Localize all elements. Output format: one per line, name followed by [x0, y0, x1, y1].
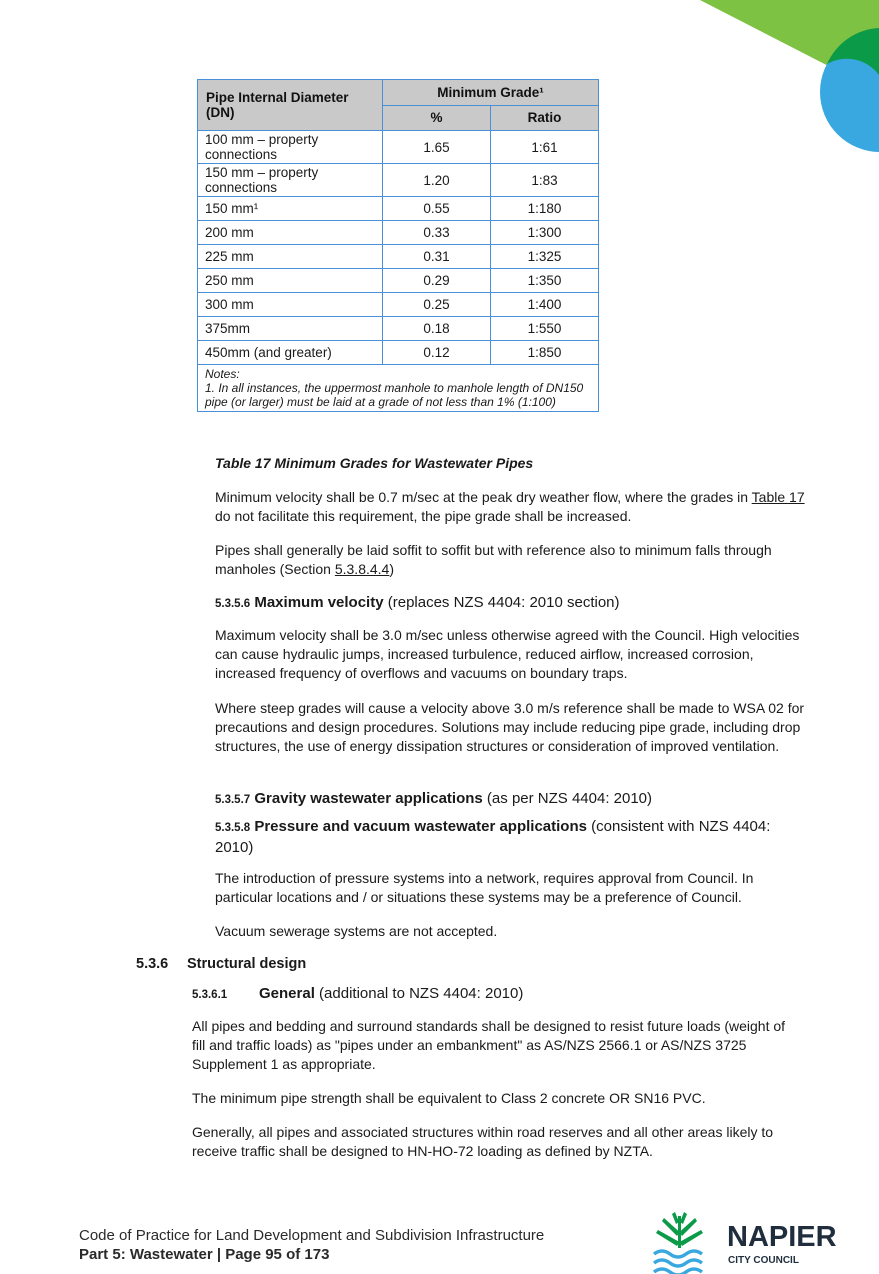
- cell-percent: 0.33: [383, 221, 491, 245]
- cell-ratio: 1:325: [491, 245, 599, 269]
- header-percent: %: [383, 105, 491, 131]
- heading-title: Gravity wastewater applications: [254, 790, 483, 807]
- paragraph-bedding: All pipes and bedding and surround standards shall be designed to resist future loads (weight of fill and traffic loads) as "pipes under an embankment" as AS/NZS 2566.1 or AS/NZS 3725 Supplement 1 as appropriate.: [192, 1018, 786, 1072]
- heading-title: Pressure and vacuum wastewater applications: [254, 818, 587, 835]
- heading-number: 5.3.5.7: [215, 794, 251, 806]
- table-17-link[interactable]: Table 17: [751, 489, 805, 505]
- text-segment: ): [389, 561, 395, 577]
- cell-dn: 250 mm: [198, 269, 383, 293]
- paragraph-vacuum: Vacuum sewerage systems are not accepted.: [215, 923, 498, 939]
- heading-number: 5.3.6.1: [192, 989, 228, 1001]
- heading-note: (as per NZS 4404: 2010): [482, 790, 653, 807]
- cell-dn: 450mm (and greater): [198, 341, 383, 365]
- cell-ratio: 1:850: [491, 341, 599, 365]
- minimum-grades-table: [197, 79, 599, 412]
- section-5-3-8-4-4-link[interactable]: 5.3.8.4.4: [334, 561, 390, 577]
- cell-percent: 1.65: [383, 131, 491, 164]
- heading-note: (replaces NZS 4404: 2010 section): [383, 594, 620, 611]
- cell-dn: 150 mm¹: [198, 197, 383, 221]
- table-row: [198, 131, 599, 164]
- table-row: [198, 221, 599, 245]
- cell-dn: 200 mm: [198, 221, 383, 245]
- cell-ratio: 1:180: [491, 197, 599, 221]
- table-row: [198, 269, 599, 293]
- footer-title: Code of Practice for Land Development and Subdivision Infrastructure: [79, 1227, 545, 1244]
- table-row: [198, 197, 599, 221]
- cell-ratio: 1:83: [491, 164, 599, 197]
- heading-number: 5.3.6: [136, 956, 169, 972]
- notes-text: 1. In all instances, the uppermost manhole to manhole length of DN150 pipe (or larger) must be laid at a grade of not less than 1% (1:100): [205, 381, 584, 409]
- heading-title: Maximum velocity: [254, 594, 384, 611]
- table-row: [198, 317, 599, 341]
- heading-5-3-5-7: [215, 789, 652, 810]
- heading-title: General: [259, 985, 315, 1002]
- cell-percent: 0.29: [383, 269, 491, 293]
- heading-note: (additional to NZS 4404: 2010): [314, 985, 524, 1002]
- cell-ratio: 1:550: [491, 317, 599, 341]
- cell-percent: 0.18: [383, 317, 491, 341]
- heading-5-3-6: [136, 956, 306, 972]
- cell-dn: 100 mm – property connections: [198, 131, 383, 164]
- table-row: [198, 245, 599, 269]
- footer-page-info: Part 5: Wastewater | Page 95 of 173: [79, 1246, 330, 1263]
- cell-percent: 0.55: [383, 197, 491, 221]
- heading-note: (consistent with NZS 4404: 2010): [215, 818, 771, 856]
- cell-ratio: 1:350: [491, 269, 599, 293]
- paragraph-min-velocity: [215, 488, 815, 526]
- heading-5-3-6-1: [192, 984, 523, 1005]
- table-row: [198, 341, 599, 365]
- paragraph-traffic-loading: Generally, all pipes and associated structures within road reserves and all other areas likely to receive traffic shall be designed to HN-HO-72 loading as defined by NZTA.: [192, 1124, 774, 1159]
- text-segment: do not facilitate this requirement, the pipe grade shall be increased.: [215, 508, 632, 524]
- heading-5-3-5-6: [215, 593, 620, 614]
- heading-number: 5.3.5.8: [215, 822, 251, 834]
- cell-ratio: 1:61: [491, 131, 599, 164]
- heading-5-3-5-8: [215, 817, 785, 857]
- table-notes: [198, 365, 599, 412]
- cell-percent: 1.20: [383, 164, 491, 197]
- heading-title: Structural design: [187, 956, 307, 972]
- page-footer: [79, 1226, 544, 1264]
- header-pipe-diameter: Pipe Internal Diameter (DN): [198, 80, 383, 131]
- logo-subtitle: CITY COUNCIL: [728, 1255, 799, 1266]
- header-ratio: Ratio: [491, 105, 599, 131]
- text-segment: Minimum velocity shall be 0.7 m/sec at the peak dry weather flow, where the grades in: [215, 489, 752, 505]
- text-segment: Pipes shall generally be laid soffit to soffit but with reference also to minimum falls through manholes (Section: [215, 542, 772, 577]
- paragraph-pressure-systems: The introduction of pressure systems into a network, requires approval from Council. In particular locations and / or situations these systems may be a preference of Council.: [215, 870, 754, 905]
- notes-title: Notes:: [205, 367, 240, 381]
- table-caption: Table 17 Minimum Grades for Wastewater Pipes: [215, 455, 534, 471]
- table-row: [198, 164, 599, 197]
- paragraph-max-velocity: Maximum velocity shall be 3.0 m/sec unless otherwise agreed with the Council. High velocities can cause hydraulic jumps, increased turbulence, reduced airflow, increased corrosion, increased frequency of overflows and vacuums on boundary traps.: [215, 627, 800, 681]
- cell-percent: 0.25: [383, 293, 491, 317]
- paragraph-soffit: [215, 541, 815, 579]
- cell-ratio: 1:300: [491, 221, 599, 245]
- cell-percent: 0.12: [383, 341, 491, 365]
- cell-dn: 375mm: [198, 317, 383, 341]
- cell-ratio: 1:400: [491, 293, 599, 317]
- cell-percent: 0.31: [383, 245, 491, 269]
- cell-dn: 300 mm: [198, 293, 383, 317]
- cell-dn: 150 mm – property connections: [198, 164, 383, 197]
- logo-wordmark: NAPIER: [727, 1221, 837, 1253]
- table-row: [198, 293, 599, 317]
- paragraph-pipe-strength: The minimum pipe strength shall be equivalent to Class 2 concrete OR SN16 PVC.: [192, 1090, 706, 1106]
- heading-number: 5.3.5.6: [215, 598, 251, 610]
- cell-dn: 225 mm: [198, 245, 383, 269]
- table-notes-row: [198, 365, 599, 412]
- header-minimum-grade: Minimum Grade¹: [383, 80, 599, 106]
- paragraph-steep-grades: Where steep grades will cause a velocity above 3.0 m/s reference shall be made to WSA 02 for precautions and design procedures. Solutions may include reducing pipe grade, including drop structures, the use of energy dissipation structures or consideration of improved ventilation.: [215, 700, 805, 754]
